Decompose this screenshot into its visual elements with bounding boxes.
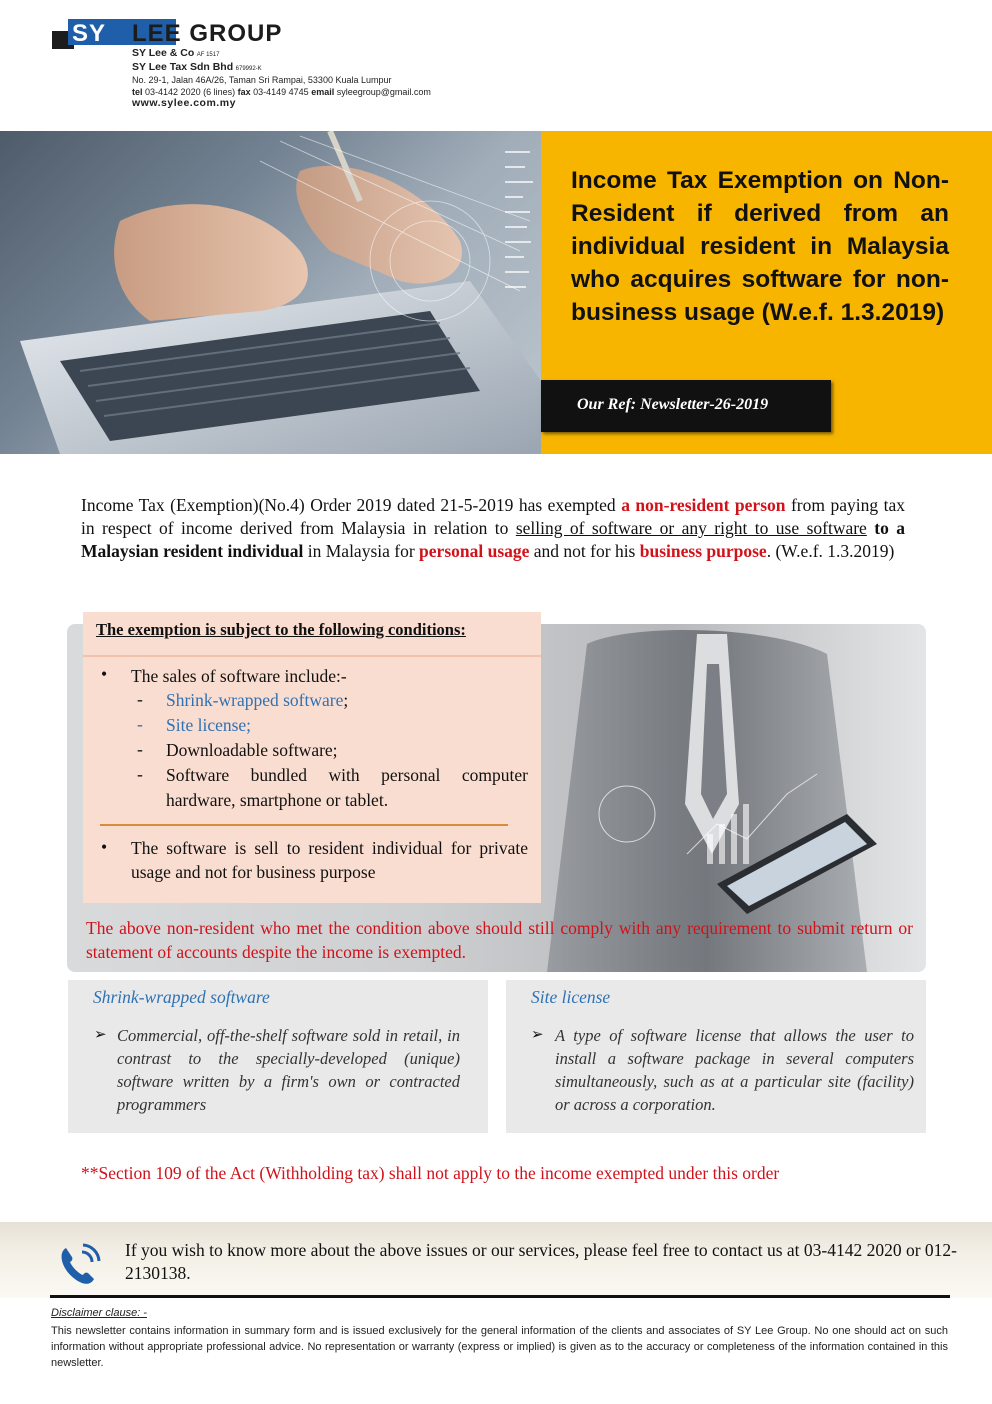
intro-highlight-non-resident: a non-resident person — [621, 495, 786, 515]
phone-icon — [56, 1240, 104, 1288]
reference-box — [541, 380, 831, 432]
company-details — [132, 48, 431, 110]
logo-sy-text: SY — [72, 20, 107, 47]
arrow-bullet-icon: ➢ — [531, 1027, 544, 1043]
sub-item-site-license: Site license; — [166, 715, 252, 735]
intro-underline-software: selling of software or any right to use software — [515, 518, 867, 538]
arrow-bullet-icon: ➢ — [94, 1027, 107, 1043]
intro-text-3: from paying tax in respect of income derived from Malaysia in relation to — [81, 495, 905, 538]
compliance-warning: The above non-resident who met the condition above should still comply with any requirement to submit return or statement of accounts despite the income is exempted. — [86, 918, 913, 962]
conditions-title-rule — [83, 655, 541, 657]
condition-item-2: The software is sell to resident individual for private usage and not for business purpose — [131, 838, 528, 882]
newsletter-headline: Income Tax Exemption on Non-Resident if derived from an individual resident in Malaysia who acquires software for non-business usage (W.e.f. 1.3.2019) — [571, 167, 949, 326]
definition-title-site-license: Site license — [531, 987, 611, 1007]
intro-text-9: and not for his — [529, 541, 640, 561]
dash-2: - — [137, 714, 143, 734]
contact-message: If you wish to know more about the above issues or our services, please feel free to contact us at 03-4142 2020 or 012-2130138. — [125, 1240, 957, 1283]
bullet-1: • — [101, 664, 108, 684]
company-address: No. 29-1, Jalan 46A/26, Taman Sri Rampai, 53300 Kuala Lumpur — [132, 75, 392, 85]
section-109-note: **Section 109 of the Act (Withholding tax) shall not apply to the income exempted under this order — [81, 1163, 780, 1183]
sub-item-shrink-wrapped-text: Shrink-wrapped software — [166, 690, 344, 710]
dash-3: - — [137, 739, 143, 759]
logo-lee-group-text: LEE GROUP — [132, 20, 283, 47]
dash-1: - — [137, 689, 143, 709]
intro-text-11: . (W.e.f. 1.3.2019) — [766, 541, 895, 561]
email-value[interactable]: syleegroup@gmail.com — [336, 86, 431, 97]
website-link[interactable]: www.sylee.com.my — [132, 97, 236, 109]
fax-value: 03-4149 4745 — [253, 86, 309, 97]
intro-text-7: in Malaysia for — [303, 541, 420, 561]
intro-highlight-business-purpose: business purpose — [639, 541, 767, 561]
company-reg-2: 679992-K — [235, 65, 262, 72]
laptop-photo — [0, 131, 541, 454]
footer-divider — [50, 1295, 950, 1298]
email-label: email — [311, 86, 335, 97]
sub-item-shrink-wrapped — [166, 688, 348, 713]
definition-text-shrink-wrapped: Commercial, off-the-shelf software sold in retail, in contrast to the specially-developed (unique) software written by a firm's own or contracted programmers — [117, 1026, 460, 1114]
dash-4: - — [137, 764, 143, 784]
reference-text: Our Ref: Newsletter-26-2019 — [577, 396, 769, 413]
tel-value: 03-4142 2020 (6 lines) — [145, 86, 236, 97]
definition-title-shrink-wrapped: Shrink-wrapped software — [93, 987, 270, 1007]
condition-item-1: The sales of software include:- — [131, 666, 347, 686]
sub-item-shrink-wrapped-punct: ; — [343, 690, 349, 710]
conditions-divider — [100, 824, 508, 826]
definition-text-site-license: A type of software license that allows the user to install a software package in several computers simultaneously, such as at a particular site (facility) or across a corporation. — [555, 1026, 914, 1114]
sub-item-downloadable: Downloadable software; — [166, 740, 338, 760]
intro-text-1: Income Tax (Exemption)(No.4) Order 2019 dated 21-5-2019 has exempted — [81, 495, 622, 515]
conditions-title: The exemption is subject to the following conditions: — [96, 620, 466, 639]
fax-label: fax — [237, 86, 251, 97]
tel-label: tel — [132, 86, 143, 97]
company-name-2: SY Lee Tax Sdn Bhd — [132, 60, 234, 73]
company-name-1: SY Lee & Co — [132, 47, 195, 59]
intro-bold-resident: to a Malaysian resident individual — [81, 518, 906, 561]
sub-item-bundled: Software bundled with personal computer hardware, smartphone or tablet. — [166, 765, 528, 810]
laptop-illustration — [0, 131, 541, 454]
bullet-2: • — [101, 837, 108, 857]
intro-highlight-personal-usage: personal usage — [419, 541, 530, 561]
intro-paragraph — [81, 494, 905, 563]
disclaimer-title: Disclaimer clause: - — [51, 1307, 147, 1319]
company-reg-1: AF 1517 — [196, 52, 220, 58]
disclaimer-text: This newsletter contains information in summary form and is issued exclusively for the general information of the clients and associates of SY Lee Group. No one should act on such information without appropriate professional advice. No representation or warranty (express or implied) is given as to the accuracy or completeness of the information contained in this newsletter. — [51, 1325, 948, 1369]
